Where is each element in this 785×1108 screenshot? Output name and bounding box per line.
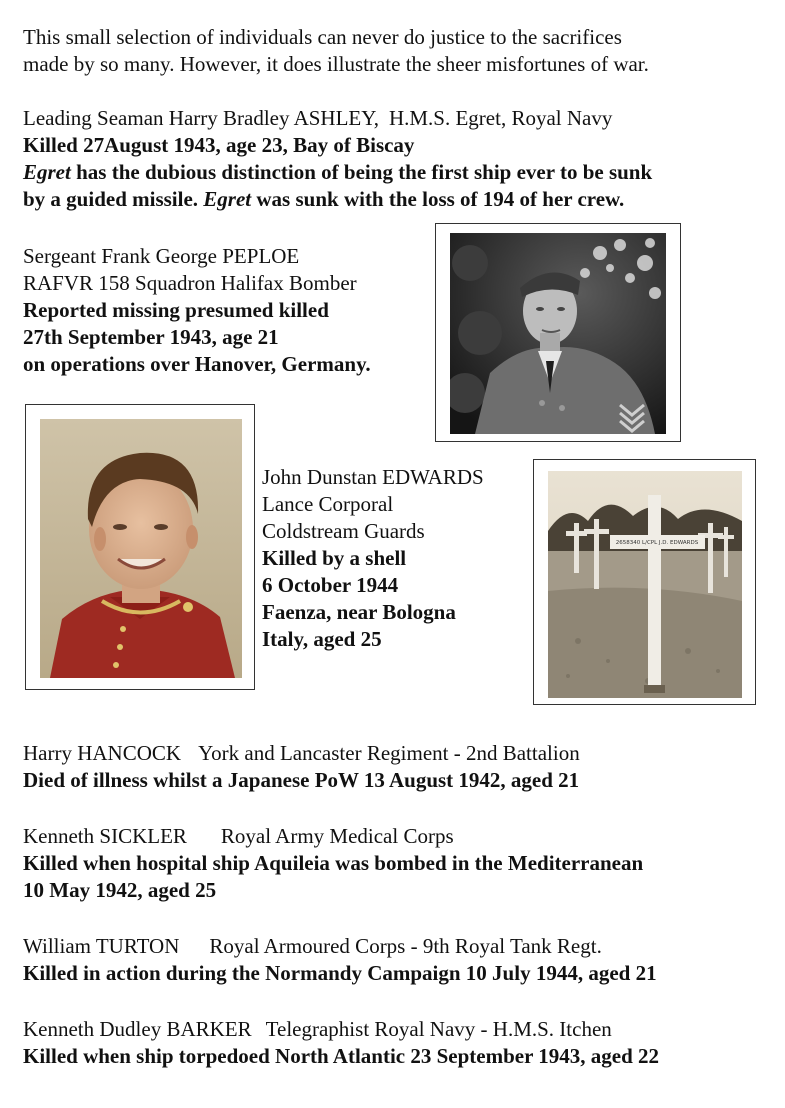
turton-unit: Royal Armoured Corps - 9th Royal Tank Regt.: [209, 934, 602, 958]
barker-name-line: [23, 1016, 659, 1043]
ashley-name-line: [23, 105, 652, 132]
ashley-desc-1-text: has the dubious distinction of being the first ship ever to be sunk: [70, 160, 653, 184]
edwards-unit: Coldstream Guards: [262, 519, 425, 543]
ashley-entry: [23, 105, 652, 213]
intro-line-1: This small selection of individuals can never do justice to the sacrifices: [23, 25, 622, 49]
hancock-name-line: [23, 740, 580, 767]
edwards-line-2: 6 October 1944: [262, 573, 399, 597]
edwards-entry: [262, 464, 484, 653]
turton-name: William TURTON: [23, 934, 180, 958]
peploe-name: Sergeant Frank George PEPLOE: [23, 244, 300, 268]
edwards-line-1: Killed by a shell: [262, 546, 407, 570]
peploe-unit: RAFVR 158 Squadron Halifax Bomber: [23, 271, 357, 295]
cross-inscription: 2658340 L/CPL J.D. EDWARDS: [615, 540, 699, 546]
sickler-entry: [23, 823, 643, 904]
grave-cross-photo: [548, 471, 742, 698]
hancock-line-1: Died of illness whilst a Japanese PoW 13 August 1942, aged 21: [23, 768, 580, 792]
sickler-line-1: Killed when hospital ship Aquileia was bombed in the Mediterranean: [23, 851, 644, 875]
ashley-name: Leading Seaman Harry Bradley ASHLEY,: [23, 106, 379, 130]
barker-name: Kenneth Dudley BARKER: [23, 1017, 252, 1041]
hancock-entry: [23, 740, 580, 794]
edwards-photo-frame: [25, 404, 255, 690]
sickler-name: Kenneth SICKLER: [23, 824, 187, 848]
turton-name-line: [23, 933, 657, 960]
ashley-killed: Killed 27August 1943, age 23, Bay of Biscay: [23, 133, 415, 157]
edwards-name: John Dunstan EDWARDS: [262, 465, 484, 489]
ashley-desc-2: [23, 186, 652, 213]
sickler-line-2: 10 May 1942, aged 25: [23, 878, 217, 902]
ashley-desc-2-text: was sunk with the loss of 194 of her crew.: [251, 187, 625, 211]
barker-unit: Telegraphist Royal Navy - H.M.S. Itchen: [265, 1017, 612, 1041]
grave-photo-frame: [533, 459, 756, 705]
peploe-line-3: on operations over Hanover, Germany.: [23, 352, 371, 376]
peploe-line-1: Reported missing presumed killed: [23, 298, 329, 322]
ashley-desc-2-pre: by a guided missile.: [23, 187, 204, 211]
sickler-unit: Royal Army Medical Corps: [220, 824, 454, 848]
turton-line-1: Killed in action during the Normandy Campaign 10 July 1944, aged 21: [23, 961, 657, 985]
ashley-desc-1: [23, 159, 652, 186]
barker-line-1: Killed when ship torpedoed North Atlantic 23 September 1943, aged 22: [23, 1044, 660, 1068]
ashley-ship-name-1: Egret: [23, 160, 71, 184]
edwards-portrait-photo: [40, 419, 242, 678]
hancock-unit: York and Lancaster Regiment - 2nd Battalion: [198, 741, 580, 765]
ashley-unit: H.M.S. Egret, Royal Navy: [388, 106, 613, 130]
peploe-line-2: 27th September 1943, age 21: [23, 325, 279, 349]
peploe-entry: [23, 243, 371, 378]
hancock-name: Harry HANCOCK: [23, 741, 182, 765]
edwards-line-4: Italy, aged 25: [262, 627, 382, 651]
peploe-portrait-photo: [450, 233, 666, 434]
sickler-name-line: [23, 823, 643, 850]
edwards-rank: Lance Corporal: [262, 492, 394, 516]
ashley-ship-name-2: Egret: [203, 187, 252, 211]
peploe-photo-frame: [435, 223, 681, 442]
barker-entry: [23, 1016, 659, 1070]
edwards-line-3: Faenza, near Bologna: [262, 600, 456, 624]
intro-line-2: made by so many. However, it does illustrate the sheer misfortunes of war.: [23, 52, 649, 76]
intro-paragraph: [23, 24, 649, 78]
turton-entry: [23, 933, 657, 987]
